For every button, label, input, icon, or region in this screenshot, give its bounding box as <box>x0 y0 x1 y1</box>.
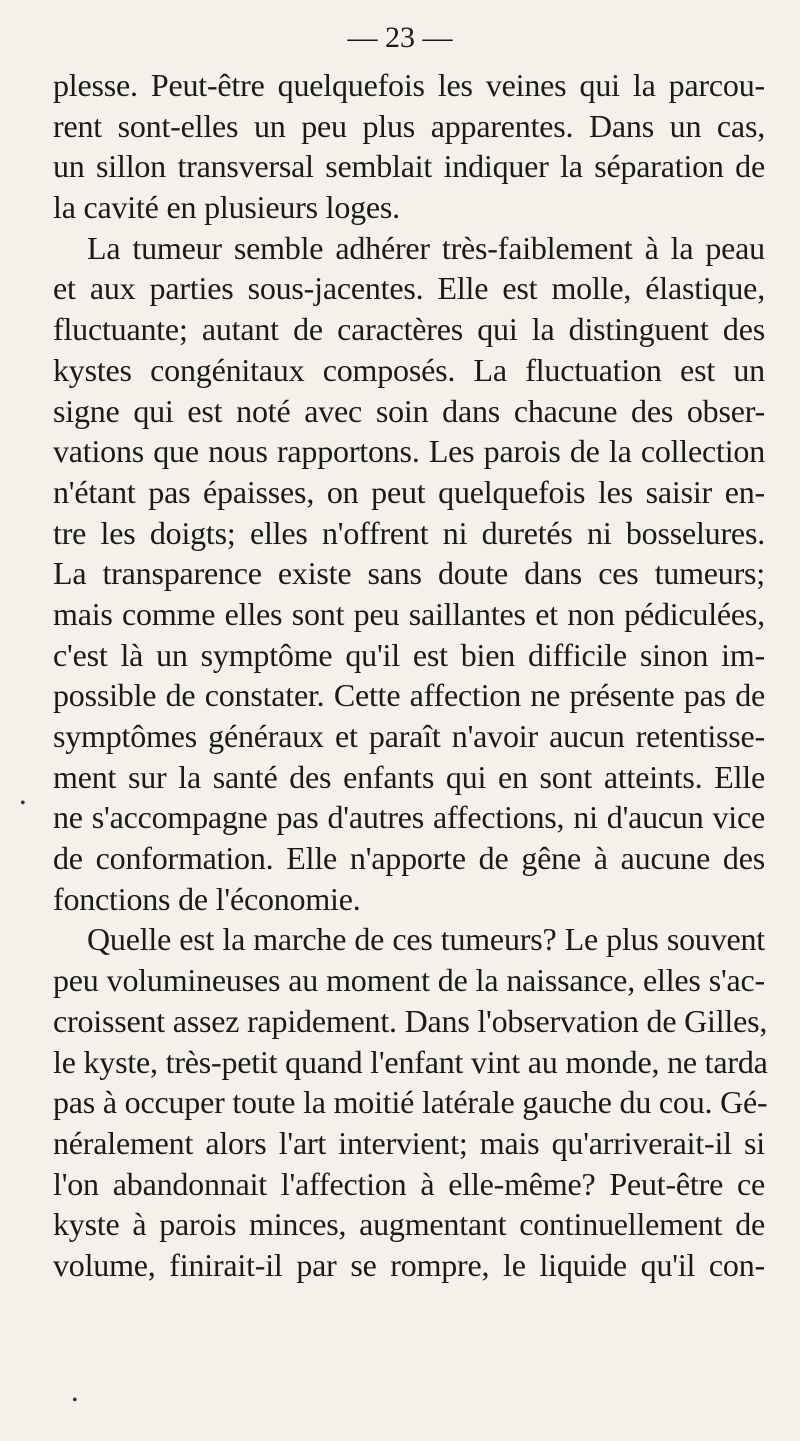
text-line: symptômes généraux et paraît n'avoir aucun retentisse- <box>53 718 765 754</box>
text-line: Quelle est la marche de ces tumeurs? Le plus souvent <box>87 921 765 958</box>
text-line: possible de constater. Cette affection ne présente pas de <box>53 677 765 714</box>
page-number: — 23 — <box>347 21 453 54</box>
text-line: kystes congénitaux composés. La fluctuation est un <box>53 351 765 388</box>
text-line: n'étant pas épaisses, on peut quelquefois les saisir en- <box>53 473 765 510</box>
speck-mark: • <box>20 795 26 812</box>
text-line: ne s'accompagne pas d'autres affections, ni d'aucun vice <box>53 799 765 836</box>
text-line: croissent assez rapidement. Dans l'observation de Gilles, <box>53 1002 768 1039</box>
speck-mark: • <box>72 1392 78 1409</box>
text-line: plesse. Peut-être quelquefois les veines qui la parcou- <box>53 67 765 103</box>
text-line: fluctuante; autant de caractères qui la distinguent des <box>53 311 765 348</box>
text-line: mais comme elles sont peu saillantes et non pédiculées, <box>53 595 765 632</box>
text-line: rent sont-elles un peu plus apparentes. Dans un cas, <box>53 107 765 144</box>
text-line: signe qui est noté avec soin dans chacune des obser- <box>53 392 765 429</box>
text-line: et aux parties sous-jacentes. Elle est molle, élastique, <box>53 270 765 307</box>
text-line: c'est là un symptôme qu'il est bien difficile sinon im- <box>53 636 765 673</box>
body-text <box>53 65 768 1286</box>
text-line: la cavité en plusieurs loges. <box>53 189 400 226</box>
text-line: un sillon transversal semblait indiquer la séparation de <box>53 148 765 185</box>
text-line: tre les doigts; elles n'offrent ni duretés ni bosselures. <box>53 514 765 551</box>
text-line: fonctions de l'économie. <box>53 880 361 917</box>
text-line: de conformation. Elle n'apporte de gêne à aucune des <box>53 840 765 877</box>
text-line: néralement alors l'art intervient; mais qu'arriverait-il si <box>53 1124 765 1161</box>
text-line: vations que nous rapportons. Les parois de la collection <box>53 433 765 470</box>
text-line: peu volumineuses au moment de la naissance, elles s'ac- <box>53 962 765 999</box>
text-line: La tumeur semble adhérer très-faiblement à la peau <box>87 229 765 266</box>
text-line: volume, finirait-il par se rompre, le liquide qu'il con- <box>53 1246 765 1283</box>
text-line: le kyste, très-petit quand l'enfant vint au monde, ne tarda <box>53 1043 768 1080</box>
text-line: La transparence existe sans doute dans ces tumeurs; <box>53 555 765 592</box>
text-line: ment sur la santé des enfants qui en sont atteints. Elle <box>53 758 765 795</box>
text-line: pas à occuper toute la moitié latérale gauche du cou. Gé- <box>53 1084 768 1121</box>
text-line: l'on abandonnait l'affection à elle-même? Peut-être ce <box>53 1165 765 1202</box>
text-line: kyste à parois minces, augmentant continuellement de <box>53 1206 765 1243</box>
